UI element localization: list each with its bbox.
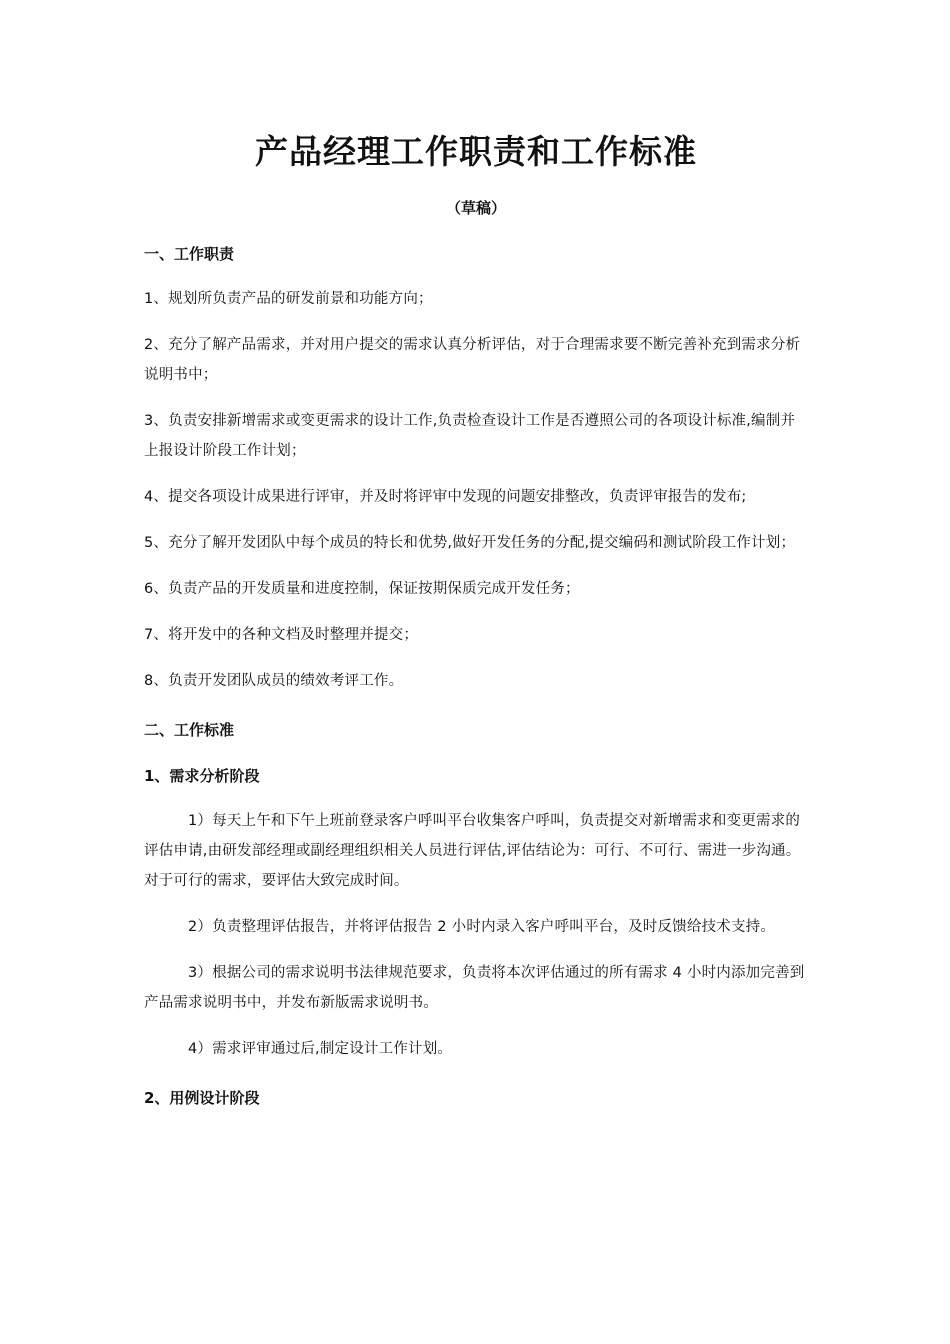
responsibility-item: 3、负责安排新增需求或变更需求的设计工作,负责检查设计工作是否遵照公司的各项设计标准,编制并上报设计阶段工作计划； bbox=[144, 413, 796, 459]
standard-item: 4）需求评审通过后,制定设计工作计划。 bbox=[188, 1041, 453, 1057]
section-heading-responsibilities: 一、工作职责 bbox=[144, 245, 235, 263]
responsibility-item: 4、提交各项设计成果进行评审，并及时将评审中发现的问题安排整改，负责评审报告的发布; bbox=[144, 489, 747, 505]
responsibility-item: 1、规划所负责产品的研发前景和功能方向； bbox=[144, 291, 433, 307]
standard-item: 3）根据公司的需求说明书法律规范要求，负责将本次评估通过的所有需求 4 小时内添加完善到产品需求说明书中，并发布新版需求说明书。 bbox=[144, 965, 805, 1011]
standard-item: 2）负责整理评估报告，并将评估报告 2 小时内录入客户呼叫平台，及时反馈给技术支持。 bbox=[188, 919, 776, 935]
section-heading-standards: 二、工作标准 bbox=[144, 721, 235, 739]
responsibility-item: 7、将开发中的各种文档及时整理并提交； bbox=[144, 627, 419, 643]
document-body bbox=[144, 128, 808, 1110]
document-subtitle: （草稿） bbox=[445, 199, 506, 217]
responsibility-item: 5、充分了解开发团队中每个成员的特长和优势,做好开发任务的分配,提交编码和测试阶段工作计划； bbox=[144, 535, 796, 551]
document-title: 产品经理工作职责和工作标准 bbox=[255, 132, 697, 171]
responsibility-item: 6、负责产品的开发质量和进度控制，保证按期保质完成开发任务； bbox=[144, 581, 580, 597]
standard-item: 1）每天上午和下午上班前登录客户呼叫平台收集客户呼叫，负责提交对新增需求和变更需求的评估申请,由研发部经理或副经理组织相关人员进行评估,评估结论为：可行、不可行、需进一步沟通。对于可行的需求，要评估大致完成时间。 bbox=[144, 813, 801, 889]
subsection-heading-requirements: 1、需求分析阶段 bbox=[144, 767, 260, 785]
subsection-heading-use-case: 2、用例设计阶段 bbox=[144, 1089, 260, 1107]
responsibility-item: 2、充分了解产品需求，并对用户提交的需求认真分析评估，对于合理需求要不断完善补充到需求分析说明书中； bbox=[144, 337, 801, 383]
responsibility-item: 8、负责开发团队成员的绩效考评工作。 bbox=[144, 673, 404, 689]
